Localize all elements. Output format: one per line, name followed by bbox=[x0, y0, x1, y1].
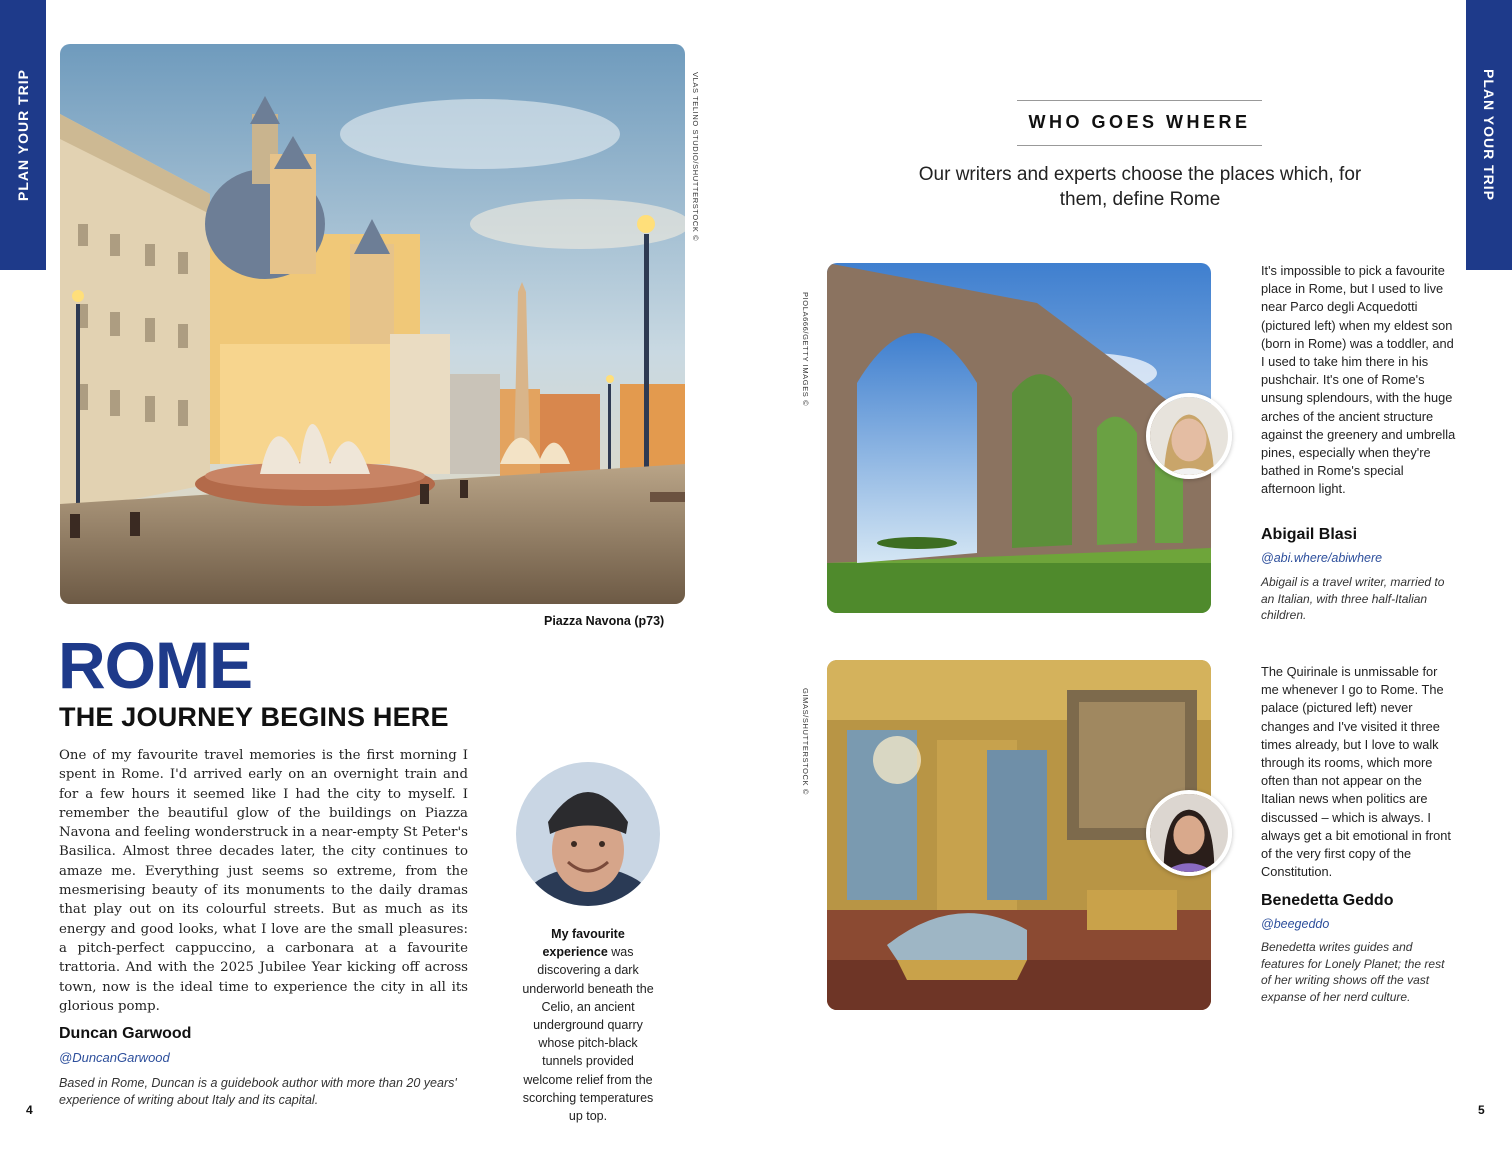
favourite-experience bbox=[518, 925, 658, 1125]
abigail-bio: Abigail is a travel writer, married to an Italian, with three half-Italian children. bbox=[1261, 575, 1445, 622]
side-tab-left bbox=[0, 0, 46, 270]
benedetta-name: Benedetta Geddo bbox=[1261, 892, 1394, 909]
abigail-name: Abigail Blasi bbox=[1261, 526, 1358, 543]
hero-photo-credit: VLAS TELINO STUDIO/SHUTTERSTOCK © bbox=[691, 72, 700, 242]
intro-paragraph: One of my favourite travel memories is the first morning I spent in Rome. I'd arrived early on an overnight train and for a few hours it seemed like I had the city to myself. I remember the beautiful glow of the buildings on Piazza Navona and feeling wonderstruck in a near-empty St Peter's Basilica. Almost three decades later, the city continues to amaze me. Everything just seems so extreme, from the mesmerising beauty of its monuments to the daily dramas that play out on its colourful streets. But as much as its energy and good looks, what I love are the small pleasures: a pitch-perfect cappuccino, a carbonara at a favourite trattoria. And with the 2025 Jubilee Year kicking off across town, now is the ideal time to experience the city in all its glorious pomp. bbox=[59, 748, 468, 1014]
quirinale-photo-credit: GIMAS/SHUTTERSTOCK © bbox=[801, 688, 810, 795]
page-number-right: 5 bbox=[1478, 1103, 1485, 1117]
abigail-avatar bbox=[1146, 393, 1232, 479]
aqueduct-photo-credit: PIOLA666/GETTY IMAGES © bbox=[801, 292, 810, 407]
page-subtitle: THE JOURNEY BEGINS HERE bbox=[59, 702, 449, 732]
quote-abigail: It's impossible to pick a favourite place in Rome, but I used to live near Parco degli Acquedotti (pictured left) when my eldest son (born in Rome) was a toddler, and I used to take him there in his pushchair. It's one of Rome's unsung splendours, with the huge arches of the ancient structure against the greenery and umbrella pines, especially when they're bathed in Rome's special afternoon light. bbox=[1261, 263, 1456, 497]
piazza-navona-photo bbox=[60, 44, 685, 604]
benedetta-bio: Benedetta writes guides and features for Lonely Planet; the rest of her writing shows off the vast expanse of her nerd culture. bbox=[1261, 940, 1445, 1004]
page-number-left: 4 bbox=[26, 1103, 33, 1117]
quote-benedetta: The Quirinale is unmissable for me whenever I go to Rome. The palace (pictured left) never changes and I've visited it three times already, but I love to walk through its rooms, which more often than not appear on the Italian news when politics are discussed – which is always. I always get a bit emotional in front of the very first copy of the Constitution. bbox=[1261, 664, 1451, 880]
section-intro: Our writers and experts choose the places which, for them, define Rome bbox=[918, 164, 1362, 210]
duncan-avatar bbox=[516, 762, 660, 906]
side-tab-left-label: PLAN YOUR TRIP bbox=[15, 69, 31, 201]
section-heading: WHO GOES WHERE bbox=[1028, 112, 1251, 132]
side-tab-right bbox=[1466, 0, 1512, 270]
author-handle[interactable]: @DuncanGarwood bbox=[59, 1050, 170, 1065]
heading-rule-top bbox=[1017, 100, 1262, 101]
side-tab-right-label: PLAN YOUR TRIP bbox=[1481, 69, 1497, 201]
benedetta-handle[interactable]: @beegeddo bbox=[1261, 917, 1330, 931]
page-title: ROME bbox=[58, 628, 252, 702]
favourite-text: was discovering a dark underworld beneath the Celio, an ancient underground quarry whose pitch-black tunnels provided welcome relief from the scorching temperatures up top. bbox=[522, 945, 654, 1124]
favourite-label: My favourite experience bbox=[542, 927, 625, 960]
author-name: Duncan Garwood bbox=[59, 1025, 192, 1042]
heading-rule-bottom bbox=[1017, 145, 1262, 146]
benedetta-avatar bbox=[1146, 790, 1232, 876]
abigail-handle[interactable]: @abi.where/abiwhere bbox=[1261, 551, 1383, 565]
hero-caption: Piazza Navona (p73) bbox=[544, 614, 665, 628]
author-bio: Based in Rome, Duncan is a guidebook author with more than 20 years' experience of writing about Italy and its capital. bbox=[59, 1076, 457, 1107]
